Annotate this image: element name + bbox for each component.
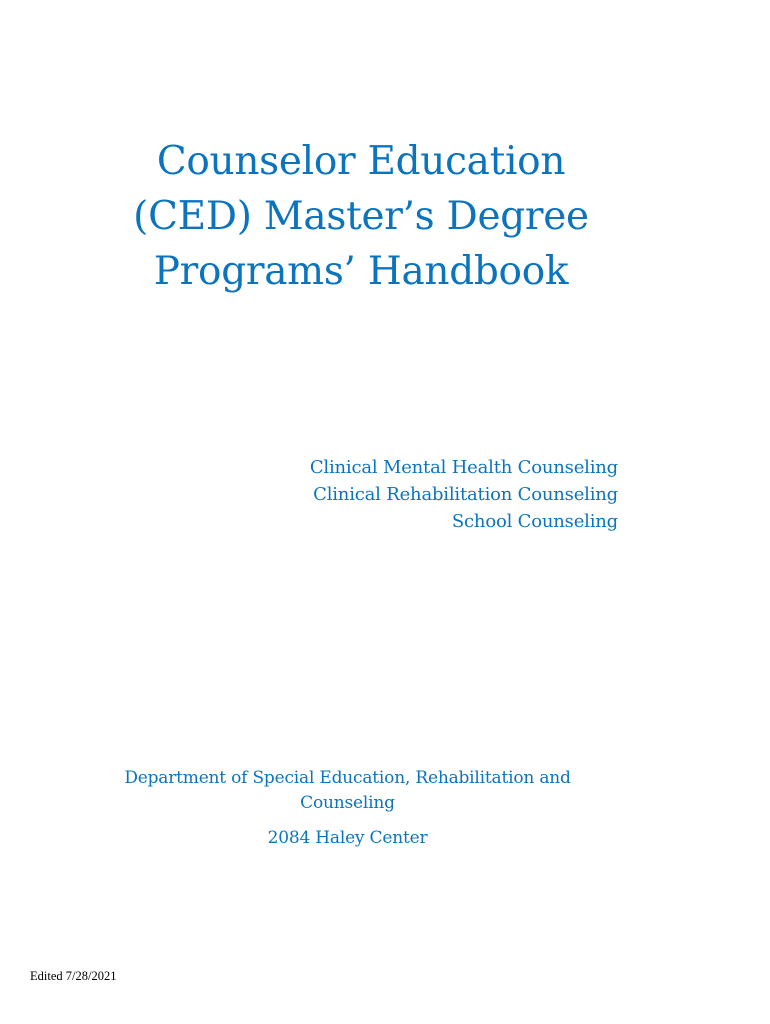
department-name (110, 766, 585, 816)
program-item-clinical-mental-health: Clinical Mental Health Counseling (309, 457, 618, 478)
edited-date: Edited 7/28/2021 (30, 969, 117, 983)
program-list (310, 454, 618, 535)
office-address: 2084 Haley Center (267, 828, 428, 848)
title-line-1: Counselor Education (156, 139, 566, 184)
department-line-2: Counseling (300, 793, 395, 813)
title-line-3: Programs’ Handbook (153, 249, 569, 294)
document-title (0, 134, 722, 299)
department-line-1: Department of Special Education, Rehabilitation and (124, 768, 571, 788)
program-item-school-counseling: School Counseling (451, 511, 618, 532)
program-item-clinical-rehabilitation: Clinical Rehabilitation Counseling (313, 484, 618, 505)
title-line-2: (CED) Master’s Degree (133, 194, 589, 239)
